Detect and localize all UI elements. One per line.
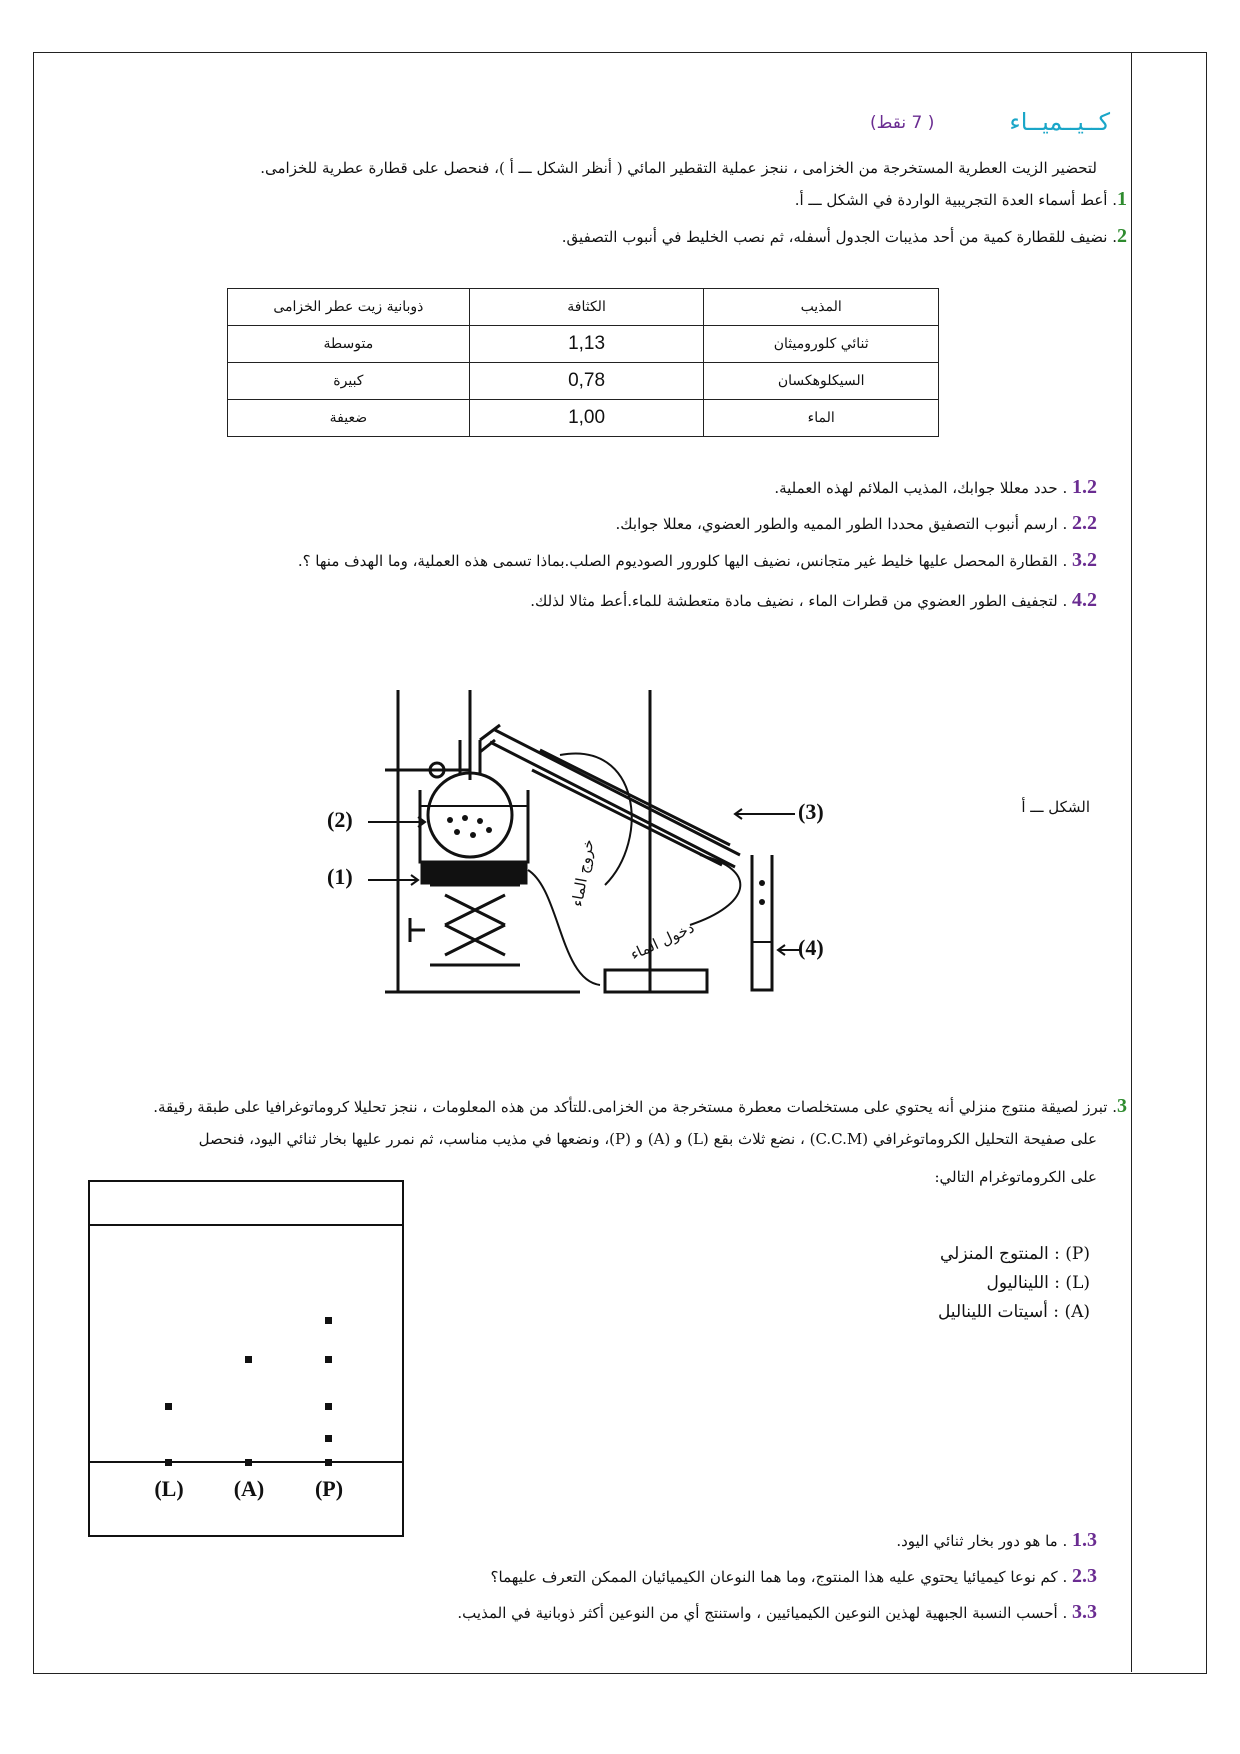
subquestion-number: 3.2 (1072, 549, 1097, 571)
subquestion-text: كم نوعا كيميائيا يحتوي عليه هذا المنتوج، وما هما النوعان الكيميائيان الممكن التعرف عليهما؟ (490, 1568, 1058, 1586)
spot-A-origin (245, 1459, 252, 1466)
arrow-label-4 (778, 945, 800, 955)
subquestion-text: حدد معللا جوابك، المذيب الملائم لهذه العملية. (774, 479, 1058, 497)
subquestion-3-2: 3.2 . القطارة المحصل عليها خليط غير متجانس، نضيف اليها كلورور الصوديوم الصلب.بماذا تسمى هذه العملية، وما الهدف منها ؟. (297, 549, 1097, 571)
subquestion-3-3: 3.3 . أحسب النسبة الجبهية لهذين النوعين الكيميائيين ، واستنتج أي من النوعين أكثر ذوبانية في المذيب. (457, 1601, 1097, 1623)
figure-label-4: (4) (798, 935, 824, 960)
subquestion-2-2: 2.2 . ارسم أنبوب التصفيق محددا الطور المميه والطور العضوي، معللا جوابك. (615, 512, 1097, 534)
chromatogram (88, 1180, 408, 1542)
figure-label-1: (1) (327, 864, 353, 889)
subquestion-number: 3.3 (1072, 1601, 1097, 1623)
still-head (480, 725, 500, 752)
figure-caption: الشكل ـــ أ (1021, 798, 1090, 816)
subquestion-number: 2.3 (1072, 1565, 1097, 1587)
subquestion-2-3: 2.3 . كم نوعا كيميائيا يحتوي عليه هذا المنتوج، وما هما النوعان الكيميائيان الممكن التعرف عليهما؟ (490, 1565, 1097, 1587)
subject-title (1009, 108, 1110, 136)
subquestion-number: 1.2 (1072, 476, 1097, 498)
table-cell: ضعيفة (228, 400, 470, 437)
spots (165, 1317, 332, 1466)
subquestion-number: 2.2 (1072, 512, 1097, 534)
drop (759, 880, 765, 886)
bubble (477, 818, 483, 824)
spot-L-1 (165, 1403, 172, 1410)
legend-item-A: (A) : أسيتات الليناليل (937, 1302, 1090, 1322)
spot-P-4 (325, 1317, 332, 1324)
bubble (470, 832, 476, 838)
receiving-cylinder (752, 855, 772, 990)
question-1: 1. أعط أسماء العدة التجريبية الواردة في الشكل ـــ أ. (794, 188, 1127, 210)
bubble (462, 815, 468, 821)
table-header-cell: الكثافة (469, 289, 704, 326)
question-2-number: 2 (1117, 225, 1127, 247)
subquestion-1-2: 1.2 . حدد معللا جوابك، المذيب الملائم لهذه العملية. (774, 476, 1097, 498)
bubble (447, 817, 453, 823)
question-1-text: أعط أسماء العدة التجريبية الواردة في الشكل ـــ أ. (794, 191, 1108, 209)
chromatogram-legend (938, 1240, 1090, 1327)
spot-P-origin (325, 1459, 332, 1466)
bubble (486, 827, 492, 833)
bubble (454, 829, 460, 835)
spot-A-1 (245, 1356, 252, 1363)
question-2: 2. نضيف للقطارة كمية من أحد مذيبات الجدول أسفله، ثم نصب الخليط في أنبوب التصفيق. (561, 225, 1127, 247)
arrow-label-3 (735, 809, 795, 819)
question-1-number: 1 (1117, 188, 1127, 210)
subquestion-text: ارسم أنبوب التصفيق محددا الطور المميه والطور العضوي، معللا جوابك. (615, 515, 1058, 533)
subquestion-text: ما هو دور بخار ثنائي اليود. (896, 1532, 1058, 1550)
table-cell: 1,13 (469, 326, 704, 363)
subquestion-4-2: 4.2 . لتجفيف الطور العضوي من قطرات الماء ، نضيف مادة متعطشة للماء.أعط مثالا لذلك. (530, 589, 1097, 611)
solvent-table (227, 288, 939, 437)
lane-label-A: (A) (233, 1476, 265, 1501)
distillation-figure (0, 680, 1240, 1000)
subject-title-text: كــيــميــاء (1009, 108, 1110, 136)
figure-label-3: (3) (798, 799, 824, 824)
subquestion-text: لتجفيف الطور العضوي من قطرات الماء ، نضيف مادة متعطشة للماء.أعط مثالا لذلك. (530, 592, 1058, 610)
table-header-cell: المذيب (704, 289, 939, 326)
table-cell: السيكلوهكسان (704, 363, 939, 400)
question-3-text: تبرز لصيقة منتوج منزلي أنه يحتوي على مستخلصات معطرة مستخرجة من الخزامى.للتأكد من هذه المعلومات ، ننجز تحليلا كروماتوغرافيا على طبقة رقيقة. (153, 1098, 1108, 1116)
table-cell: ثنائي كلوروميثان (704, 326, 939, 363)
stand-base-right (605, 970, 707, 992)
heater (422, 865, 526, 883)
table-header-row (228, 289, 939, 326)
figure-label-2: (2) (327, 807, 353, 832)
table-row (228, 400, 939, 437)
subquestion-number: 4.2 (1072, 589, 1097, 611)
water-out-label: خروج الماء (568, 837, 598, 909)
legend-item-P: (P) : المنتوج المنزلي (939, 1244, 1090, 1264)
intro-text: لتحضير الزيت العطرية المستخرجة من الخزامى ، ننجز عملية التقطير المائي ( أنظر الشكل ـــ أ )، فنحصل على قطارة عطرية للخزامى. (260, 159, 1097, 177)
subquestion-1-3: 1.3 . ما هو دور بخار ثنائي اليود. (896, 1529, 1097, 1551)
subquestion-text: القطارة المحصل عليها خليط غير متجانس، نضيف اليها كلورور الصوديوم الصلب.بماذا تسمى هذه العملية، وما الهدف منها ؟. (297, 552, 1058, 570)
question-3-line-3: على الكروماتوغرام التالي: (934, 1168, 1097, 1186)
subquestion-number: 1.3 (1072, 1529, 1097, 1551)
table-cell: 1,00 (469, 400, 704, 437)
table-cell: كبيرة (228, 363, 470, 400)
spot-P-3 (325, 1356, 332, 1363)
question-3-number: 3 (1117, 1095, 1127, 1117)
question-3-line-1: 3. تبرز لصيقة منتوج منزلي أنه يحتوي على مستخلصات معطرة مستخرجة من الخزامى.للتأكد من هذه المعلومات ، ننجز تحليلا كروماتوغرافيا على طبقة رقيقة. (153, 1095, 1127, 1117)
table-cell: الماء (704, 400, 939, 437)
flask-contents (447, 815, 492, 838)
drop (759, 899, 765, 905)
table-row (228, 363, 939, 400)
question-3-line-2: على صفيحة التحليل الكروماتوغرافي (C.C.M) ، نضع ثلاث بقع (L) و (A) و (P)، ونضعها في مذيب مناسب، ثم نمرر عليها بخار ثنائي اليود، فنحصل (198, 1130, 1097, 1148)
lane-label-L: (L) (154, 1476, 184, 1501)
lane-label-P: (P) (314, 1476, 344, 1501)
spot-P-1 (325, 1435, 332, 1442)
spot-L-origin (165, 1459, 172, 1466)
points-label: ( 7 نقط) (870, 113, 935, 133)
round-flask (428, 773, 512, 857)
water-out-hose (560, 753, 632, 885)
distillate-drops (759, 880, 765, 905)
water-in-label: دخول الماء (627, 918, 698, 964)
legend-item-L: (L) : الليناليول (986, 1273, 1090, 1293)
table-row (228, 326, 939, 363)
arrow-label-1 (368, 875, 418, 885)
table-header-cell: ذوبانية زيت عطر الخزامى (228, 289, 470, 326)
table-cell: 0,78 (469, 363, 704, 400)
lab-jack (410, 885, 520, 965)
question-2-text: نضيف للقطارة كمية من أحد مذيبات الجدول أسفله، ثم نصب الخليط في أنبوب التصفيق. (561, 228, 1108, 246)
table-cell: متوسطة (228, 326, 470, 363)
subquestion-text: أحسب النسبة الجبهية لهذين النوعين الكيميائيين ، واستنتج أي من النوعين أكثر ذوبانية في المذيب. (457, 1604, 1058, 1622)
spot-P-2 (325, 1403, 332, 1410)
